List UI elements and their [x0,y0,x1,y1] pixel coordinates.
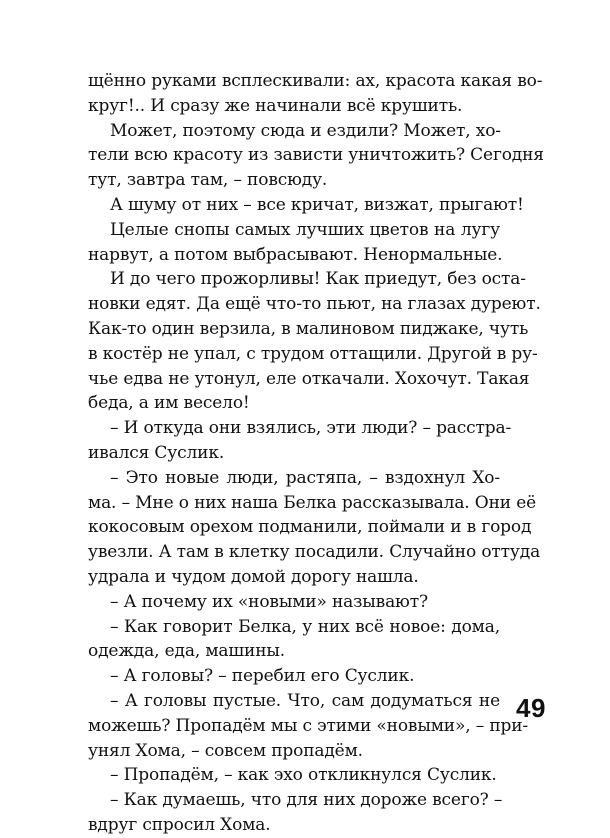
text-line: И до чего прожорливы! Как приедут, без оста- [110,269,526,290]
text-line: ма. – Мне о них наша Белка рассказывала. Они её [88,492,537,513]
page-number: 49 [516,693,546,723]
text-line: – Как думаешь, что для них дороже всего? – [110,790,503,811]
text-line: – А головы пустые. Что, сам додуматься не [110,690,500,711]
text-line: – А почему их «новыми» называют? [110,591,428,612]
text-line: тут, завтра там, – повсюду. [88,170,328,191]
text-line: Может, поэтому сюда и ездили? Может, хо- [110,120,501,141]
text-line: Как-то один верзила, в малиновом пиджаке, чуть [88,318,529,339]
text-line: беда, а им весело! [88,393,250,414]
text-line: – Пропадём, – как эхо откликнулся Суслик. [110,765,497,786]
text-line: чье едва не утонул, еле откачали. Хохочут. Такая [88,368,530,389]
text-line: одежда, еда, машины. [88,641,286,662]
text-line: щённо руками всплескивали: ах, красота какая во- [88,71,543,91]
text-line: Целые снопы самых лучших цветов на лугу [110,219,500,240]
text-line: можешь? Пропадём мы с этими «новыми», – при- [88,715,529,736]
text-line: увезли. А там в клетку посадили. Случайно оттуда [88,542,541,563]
text-line: – Это новые люди, растяпа, – вздохнул Хо- [110,467,500,488]
text-line: в костёр не упал, с трудом оттащили. Другой в ру- [88,343,538,364]
text-line: А шуму от них – все кричат, визжат, прыгают! [110,194,524,215]
text-line: удрала и чудом домой дорогу нашла. [88,566,419,587]
text-line: круг!.. И сразу же начинали всё крушить. [88,95,463,116]
text-line: новки едят. Да ещё что-то пьют, на глазах дуреют. [88,294,541,315]
text-line: тели всю красоту из зависти уничтожить? Сегодня [88,145,544,166]
text-line: кокосовым орехом подманили, поймали и в город [88,517,532,538]
text-line: – А головы? – перебил его Суслик. [110,666,415,687]
text-line: – И откуда они взялись, эти люди? – расстра- [110,418,512,439]
text-line: – Как говорит Белка, у них всё новое: дома, [110,616,500,637]
text-line: вдруг спросил Хома. [88,814,271,835]
text-line: унял Хома, – совсем пропадём. [88,740,363,761]
text-line: ивался Суслик. [88,442,225,463]
text-line: нарвут, а потом выбрасывают. Ненормальные. [88,244,503,265]
